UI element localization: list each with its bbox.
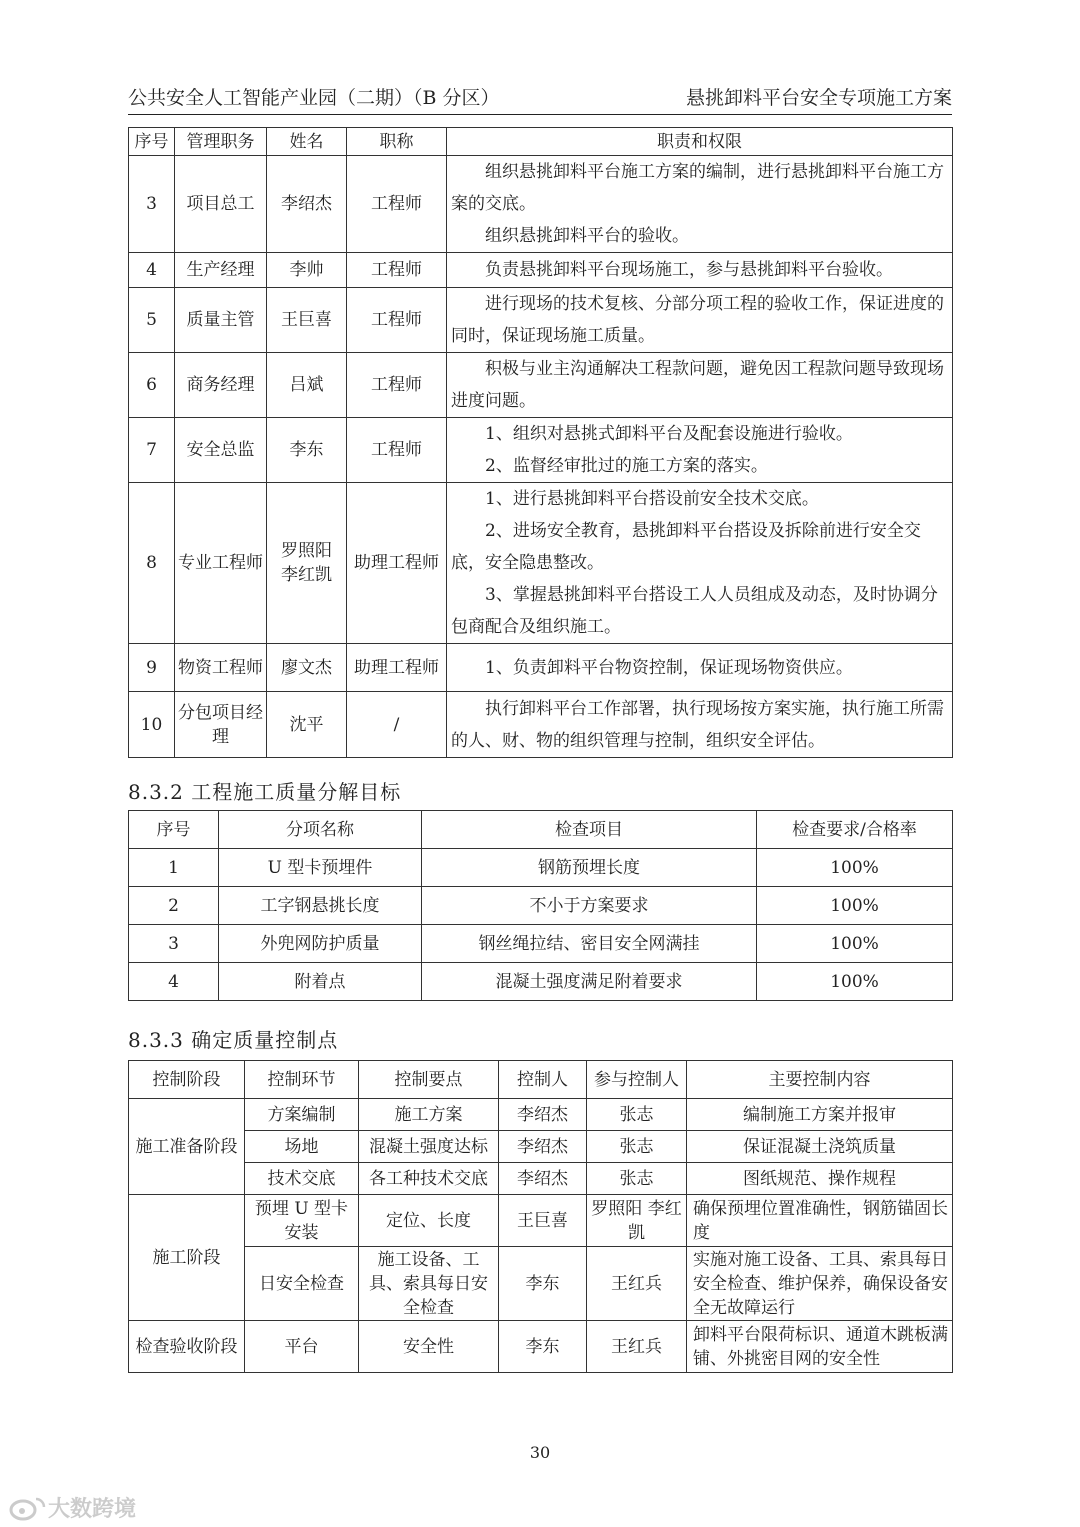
control-step: 场地	[245, 1131, 359, 1163]
table-row	[129, 1195, 953, 1247]
duty-text: 组织悬挑卸料平台的验收。	[485, 226, 689, 246]
management-role: 物资工程师	[175, 644, 267, 692]
control-content: 实施对施工设备、工具、索具每日安全检查、维护保养，确保设备安全无故障运行	[687, 1247, 953, 1321]
duty-text: 组织悬挑卸料平台施工方案的编制，进行悬挑卸料平台施工方案的交底。	[451, 162, 944, 214]
row-number: 6	[129, 353, 175, 418]
check-item: 钢丝绳拉结、密目安全网满挂	[422, 925, 757, 963]
management-role: 专业工程师	[175, 483, 267, 644]
duty-text: 3、掌握悬挑卸料平台搭设工人人员组成及动态，及时协调分包商配合及组织施工。	[451, 585, 938, 637]
person-name: 王巨喜	[267, 288, 347, 353]
column-header: 主要控制内容	[687, 1061, 953, 1099]
row-number: 7	[129, 418, 175, 483]
pass-rate: 100%	[757, 849, 953, 887]
duty-text: 执行卸料平台工作部署，执行现场按方案实施，执行施工所需的人、财、物的组织管理与控制，组织安全评估。	[451, 698, 944, 751]
row-number: 10	[129, 692, 175, 758]
table-header-row	[129, 1061, 953, 1099]
row-number: 1	[129, 849, 219, 887]
participant: 张志	[587, 1131, 687, 1163]
person-name: 吕斌	[267, 353, 347, 418]
row-number: 4	[129, 253, 175, 288]
item-name: U 型卡预埋件	[219, 849, 422, 887]
management-role: 安全总监	[175, 418, 267, 483]
control-content: 卸料平台限荷标识、通道木跳板满铺、外挑密目网的安全性	[687, 1321, 953, 1373]
duties-cell	[447, 644, 953, 692]
control-point: 定位、长度	[359, 1195, 499, 1247]
participant: 王红兵	[587, 1247, 687, 1321]
check-item: 钢筋预埋长度	[422, 849, 757, 887]
control-step: 方案编制	[245, 1099, 359, 1131]
column-header: 姓名	[267, 128, 347, 156]
control-content: 图纸规范、操作规程	[687, 1163, 953, 1195]
management-role: 商务经理	[175, 353, 267, 418]
person-name: 李帅	[267, 253, 347, 288]
section-heading-8-3-2: 8.3.2 工程施工质量分解目标	[128, 780, 402, 804]
duty-text: 进行现场的技术复核、分部分项工程的验收工作，保证进度的同时，保证现场施工质量。	[451, 294, 944, 346]
control-point: 施工设备、工具、索具每日安全检查	[359, 1247, 499, 1321]
table-row	[129, 1247, 953, 1321]
column-header: 序号	[129, 811, 219, 849]
column-header: 控制要点	[359, 1061, 499, 1099]
management-role: 生产经理	[175, 253, 267, 288]
duty-text: 1、组织对悬挑式卸料平台及配套设施进行验收。	[485, 424, 853, 444]
job-title: 工程师	[347, 156, 447, 253]
table-row	[129, 156, 953, 253]
column-header: 控制环节	[245, 1061, 359, 1099]
job-title: 工程师	[347, 288, 447, 353]
control-step: 日安全检查	[245, 1247, 359, 1321]
participant: 王红兵	[587, 1321, 687, 1373]
table-row	[129, 353, 953, 418]
responsibility-table	[128, 127, 953, 758]
watermark	[8, 1492, 136, 1523]
table-row	[129, 1131, 953, 1163]
person-name: 李绍杰	[267, 156, 347, 253]
row-number: 3	[129, 925, 219, 963]
control-point: 混凝土强度达标	[359, 1131, 499, 1163]
row-number: 4	[129, 963, 219, 1001]
duty-text: 积极与业主沟通解决工程款问题，避免因工程款问题导致现场进度问题。	[451, 359, 944, 411]
job-title: 助理工程师	[347, 483, 447, 644]
quality-control-table	[128, 1060, 953, 1373]
quality-target-table	[128, 810, 953, 1001]
table-row	[129, 887, 953, 925]
table-row	[129, 253, 953, 288]
watermark-text: 大数跨境	[48, 1497, 137, 1522]
controller: 李绍杰	[499, 1131, 587, 1163]
management-role: 项目总工	[175, 156, 267, 253]
table-row	[129, 849, 953, 887]
table-row	[129, 692, 953, 758]
column-header: 管理职务	[175, 128, 267, 156]
row-number: 8	[129, 483, 175, 644]
table-row	[129, 1163, 953, 1195]
control-content: 保证混凝土浇筑质量	[687, 1131, 953, 1163]
weibo-logo-icon	[8, 1495, 48, 1521]
duties-cell	[447, 483, 953, 644]
controller: 李东	[499, 1321, 587, 1373]
job-title: 工程师	[347, 418, 447, 483]
section-heading-8-3-3: 8.3.3 确定质量控制点	[128, 1028, 339, 1052]
column-header: 职称	[347, 128, 447, 156]
table-row	[129, 963, 953, 1001]
control-content: 确保预埋位置准确性，钢筋锚固长度	[687, 1195, 953, 1247]
column-header: 序号	[129, 128, 175, 156]
duties-cell	[447, 418, 953, 483]
pass-rate: 100%	[757, 887, 953, 925]
duty-text: 1、负责卸料平台物资控制，保证现场物资供应。	[485, 657, 853, 678]
participant: 张志	[587, 1163, 687, 1195]
duty-text: 2、监督经审批过的施工方案的落实。	[485, 456, 768, 476]
table-row	[129, 644, 953, 692]
row-number: 9	[129, 644, 175, 692]
control-stage: 施工阶段	[129, 1195, 245, 1321]
row-number: 2	[129, 887, 219, 925]
controller: 李绍杰	[499, 1099, 587, 1131]
table-header-row	[129, 811, 953, 849]
management-role: 分包项目经理	[175, 692, 267, 758]
pass-rate: 100%	[757, 925, 953, 963]
control-point: 各工种技术交底	[359, 1163, 499, 1195]
header-project-name: 公共安全人工智能产业园（二期）（B 分区）	[128, 87, 500, 109]
participant: 罗照阳 李红凯	[587, 1195, 687, 1247]
row-number: 3	[129, 156, 175, 253]
header-document-title: 悬挑卸料平台安全专项施工方案	[685, 87, 952, 109]
table-row	[129, 288, 953, 353]
table-row	[129, 483, 953, 644]
column-header: 职责和权限	[447, 128, 953, 156]
person-name: 廖文杰	[267, 644, 347, 692]
row-number: 5	[129, 288, 175, 353]
duties-cell	[447, 156, 953, 253]
control-content: 编制施工方案并报审	[687, 1099, 953, 1131]
duties-cell	[447, 253, 953, 288]
item-name: 工字钢悬挑长度	[219, 887, 422, 925]
table-row	[129, 1321, 953, 1373]
pass-rate: 100%	[757, 963, 953, 1001]
column-header: 检查项目	[422, 811, 757, 849]
check-item: 不小于方案要求	[422, 887, 757, 925]
control-point: 安全性	[359, 1321, 499, 1373]
job-title: /	[347, 692, 447, 758]
page-header	[128, 84, 952, 110]
job-title: 助理工程师	[347, 644, 447, 692]
duties-cell	[447, 288, 953, 353]
column-header: 分项名称	[219, 811, 422, 849]
table-header-row	[129, 128, 953, 156]
controller: 王巨喜	[499, 1195, 587, 1247]
control-point: 施工方案	[359, 1099, 499, 1131]
column-header: 控制人	[499, 1061, 587, 1099]
management-role: 质量主管	[175, 288, 267, 353]
control-step: 技术交底	[245, 1163, 359, 1195]
job-title: 工程师	[347, 353, 447, 418]
participant: 张志	[587, 1099, 687, 1131]
header-rule	[128, 114, 952, 115]
check-item: 混凝土强度满足附着要求	[422, 963, 757, 1001]
page-number: 30	[529, 1443, 551, 1462]
duty-text: 负责悬挑卸料平台现场施工，参与悬挑卸料平台验收。	[485, 260, 893, 280]
column-header: 控制阶段	[129, 1061, 245, 1099]
table-row	[129, 418, 953, 483]
control-step: 预埋 U 型卡安装	[245, 1195, 359, 1247]
person-name: 罗照阳 李红凯	[267, 483, 347, 644]
item-name: 附着点	[219, 963, 422, 1001]
person-name: 沈平	[267, 692, 347, 758]
control-stage: 施工准备阶段	[129, 1099, 245, 1195]
person-name: 李东	[267, 418, 347, 483]
duties-cell	[447, 692, 953, 758]
job-title: 工程师	[347, 253, 447, 288]
control-stage: 检查验收阶段	[129, 1321, 245, 1373]
table-row	[129, 1099, 953, 1131]
control-step: 平台	[245, 1321, 359, 1373]
duty-text: 2、进场安全教育，悬挑卸料平台搭设及拆除前进行安全交底，安全隐患整改。	[451, 521, 921, 573]
column-header: 参与控制人	[587, 1061, 687, 1099]
controller: 李东	[499, 1247, 587, 1321]
duty-text: 1、进行悬挑卸料平台搭设前安全技术交底。	[485, 489, 819, 509]
table-row	[129, 925, 953, 963]
controller: 李绍杰	[499, 1163, 587, 1195]
column-header: 检查要求/合格率	[757, 811, 953, 849]
item-name: 外兜网防护质量	[219, 925, 422, 963]
duties-cell	[447, 353, 953, 418]
